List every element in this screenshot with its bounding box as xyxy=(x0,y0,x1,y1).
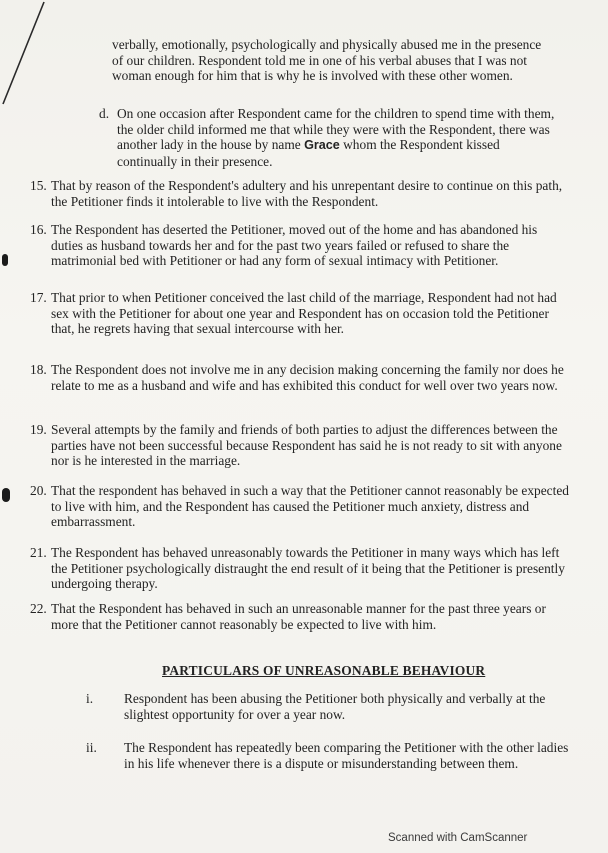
particulars-heading: PARTICULARS OF UNREASONABLE BEHAVIOUR xyxy=(162,663,486,678)
item-d-name: Grace xyxy=(304,138,340,153)
paragraph-19: 19. Several attempts by the family and friends of both parties to adjust the differences between the parties have not been successful because Respondent has said he is not ready to sit with anyone nor is he interested in the marriage. xyxy=(30,422,562,469)
particular-item-i: i. Respondent has been abusing the Petitioner both physically and verbally at the slightest opportunity for over a year now. xyxy=(86,691,546,722)
paragraph-15: 15. That by reason of the Respondent's adultery and his unrepentant desire to continue on this path, the Petitioner finds it intolerable to live with the Respondent. xyxy=(30,178,563,209)
page-fold-line xyxy=(0,0,60,110)
paragraph-20: 20. That the respondent has behaved in such a way that the Petitioner cannot reasonably be expected to live with him, and the Respondent has caused the Petitioner much anxiety, distress and embarrassment. xyxy=(30,483,569,530)
paragraph-16: 16. The Respondent has deserted the Petitioner, moved out of the home and has abandoned his duties as husband towards her and for the past two years failed or refused to share the matrimonial bed with Petitioner or had any form of sexual intimacy with Petitioner. xyxy=(30,222,538,269)
item-d-label: d. xyxy=(99,106,110,121)
item-d xyxy=(99,106,561,169)
item-d-text: On one occasion after Respondent came for the children to spend time with them, the older child informed me that while they were with the Respondent, there was another lady in the house by name Grace whom the Respondent kissed continually in their presence. xyxy=(117,106,555,169)
binding-hole-mark xyxy=(2,254,8,266)
paragraph-18: 18. The Respondent does not involve me in any decision making concerning the family nor does he relate to me as a husband and wife and has exhibited this conduct for well over two years now. xyxy=(30,362,564,393)
binding-hole-mark xyxy=(2,488,10,502)
paragraph-17: 17. That prior to when Petitioner conceived the last child of the marriage, Respondent had not had sex with the Petitioner for about one year and Respondent has on occasion told the Petitioner that, he regrets having that sexual intercourse with her. xyxy=(30,290,557,337)
paragraph-22: 22. That the Respondent has behaved in such an unreasonable manner for the past three years or more that the Petitioner cannot reasonably be expected to live with him. xyxy=(30,601,546,632)
particular-item-ii: ii. The Respondent has repeatedly been comparing the Petitioner with the other ladies in his life whenever there is a dispute or misunderstanding between them. xyxy=(86,740,569,771)
intro-continuation: verbally, emotionally, psychologically and physically abused me in the presence of our children. Respondent told me in one of his verbal abuses that I was not woman enough for him that is why he is involved with these other women. xyxy=(112,37,542,84)
camscanner-watermark: Scanned with CamScanner xyxy=(388,832,528,844)
paragraph-21: 21. The Respondent has behaved unreasonably towards the Petitioner in many ways which has left the Petitioner psychologically distraught the end result of it being that the Petitioner is presently undergoing therapy. xyxy=(30,545,565,592)
